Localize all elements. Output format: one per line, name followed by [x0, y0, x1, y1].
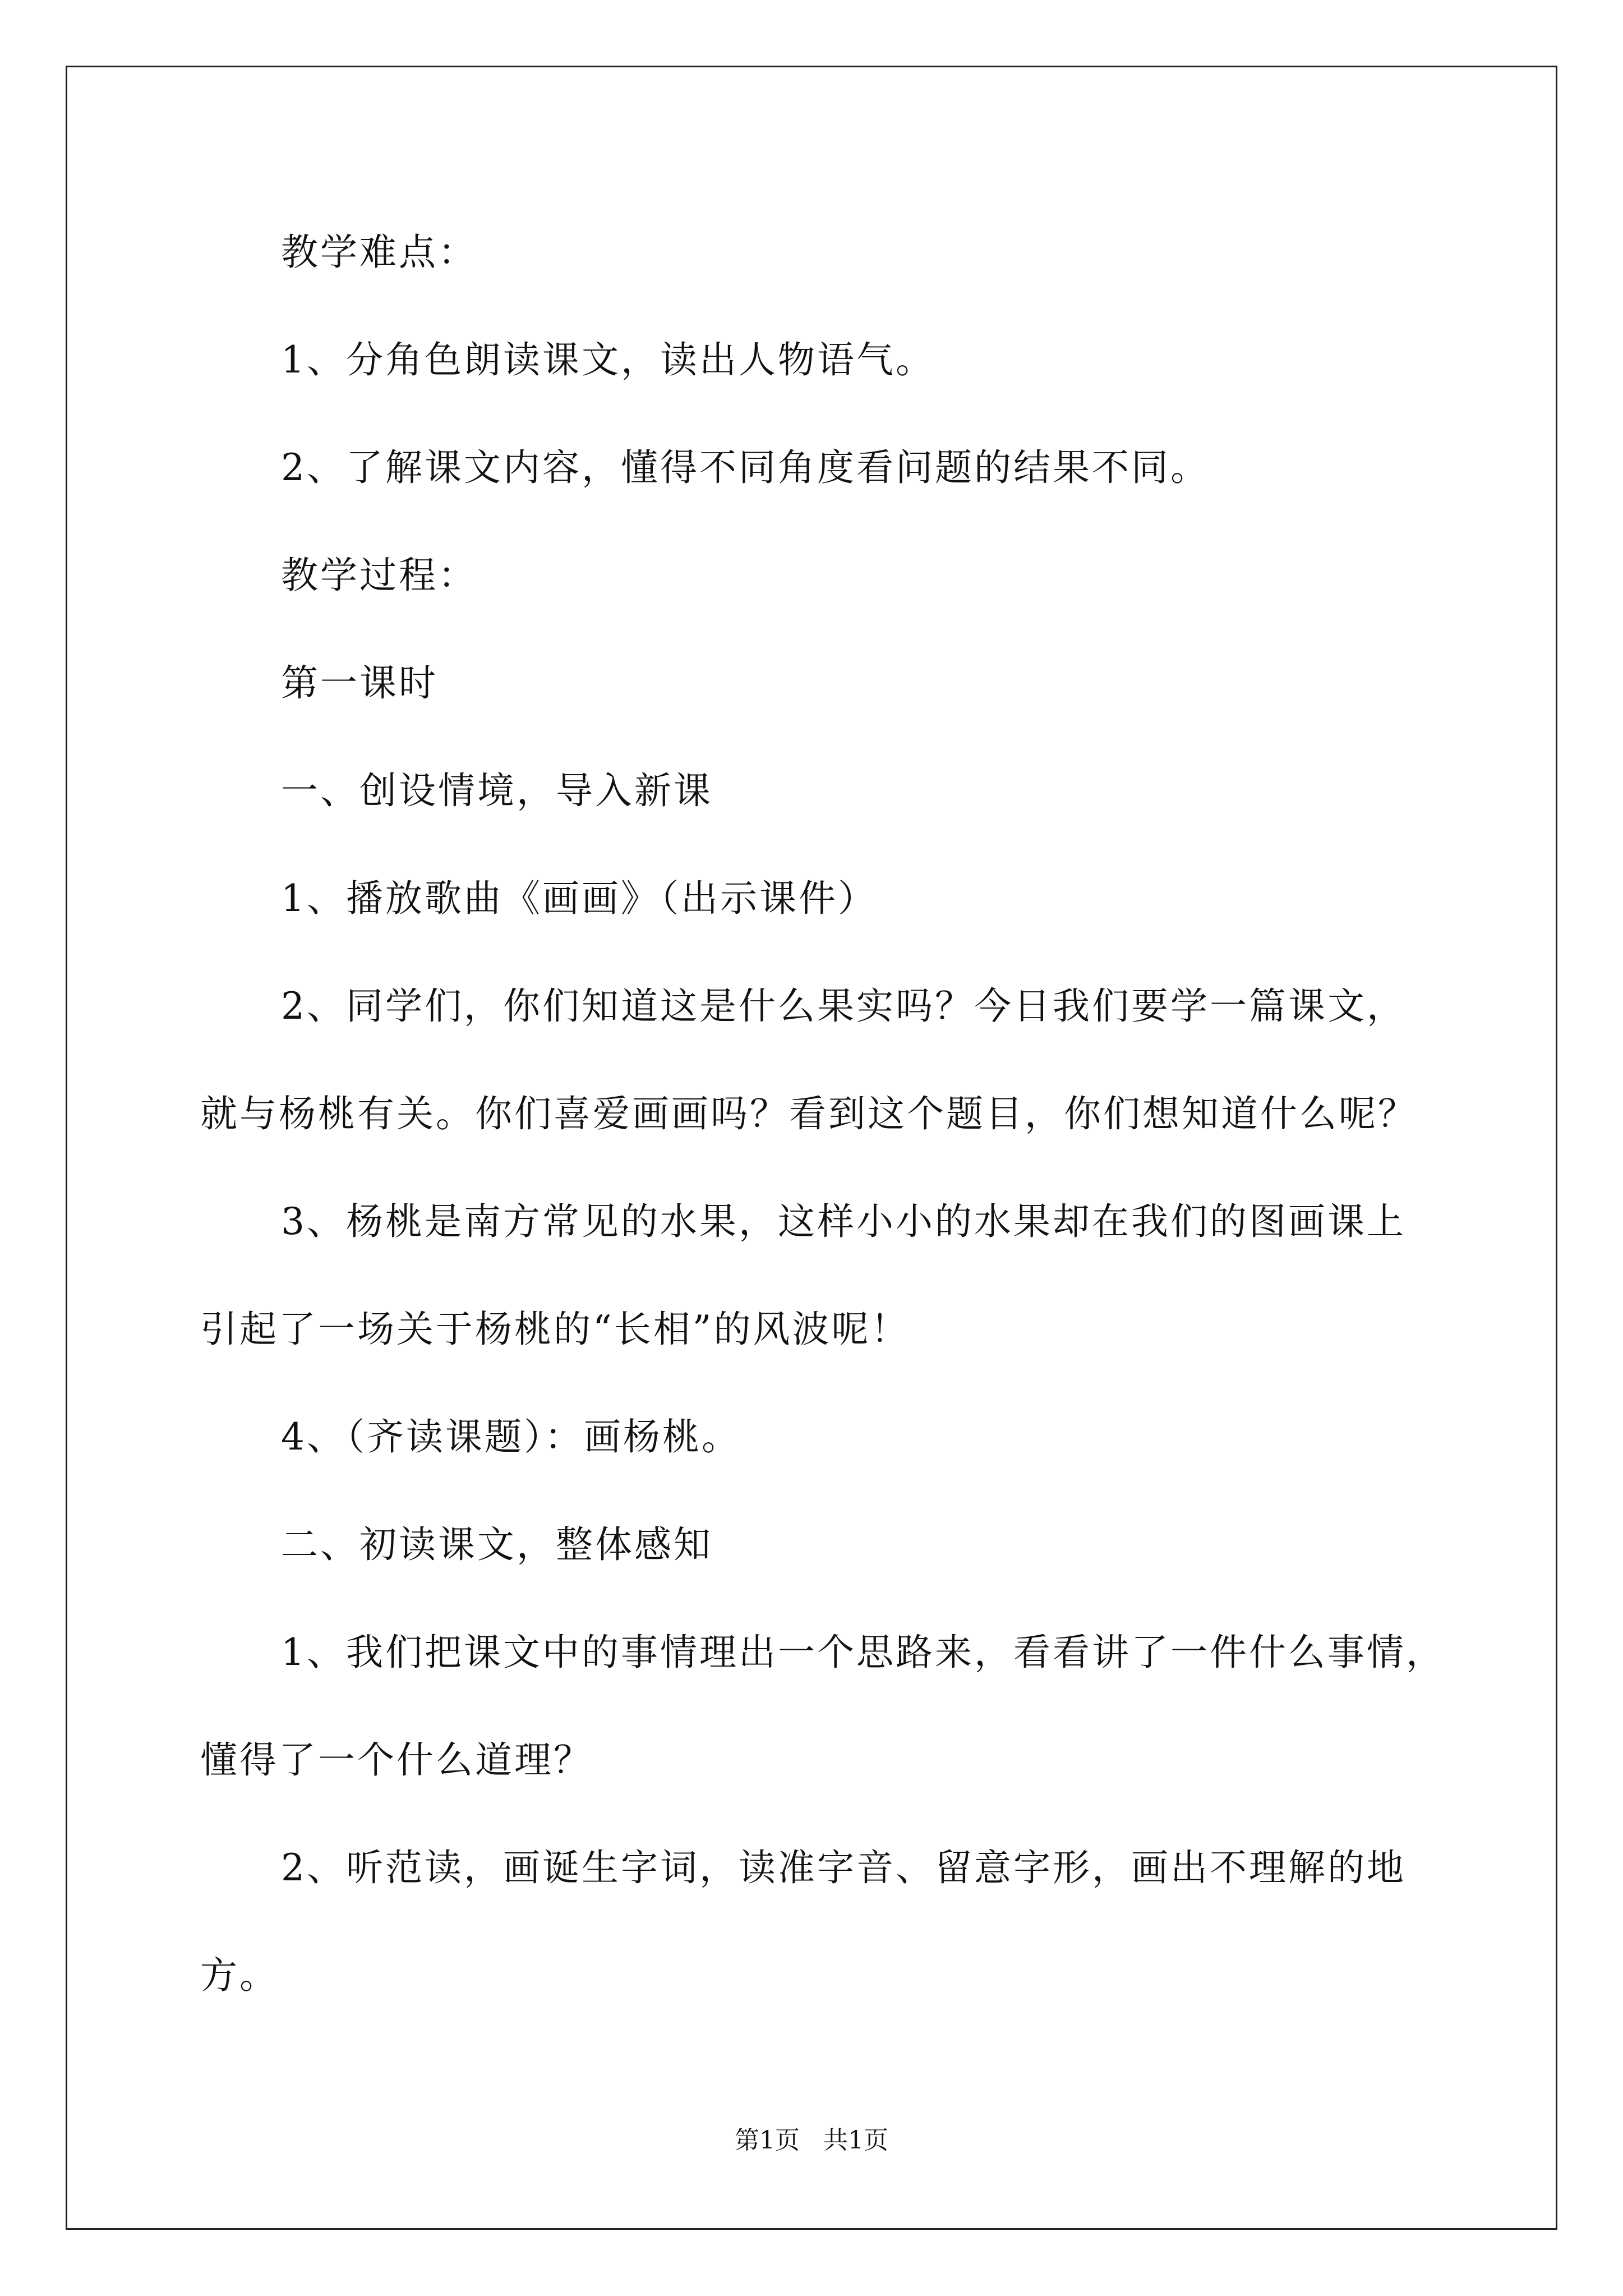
paragraph-line: 就与杨桃有关。你们喜爱画画吗？看到这个题目，你们想知道什么呢？ [200, 1092, 1417, 1135]
paragraph-line: 3、杨桃是南方常见的水果，这样小小的水果却在我们的图画课上 [281, 1200, 1406, 1243]
heading-first-lesson: 第一课时 [281, 661, 438, 705]
page-number-footer: 第1页 共1页 [735, 2126, 888, 2155]
paragraph-line: 1、播放歌曲《画画》（出示课件） [281, 877, 877, 920]
section-heading: 二、初读课文，整体感知 [281, 1523, 713, 1566]
paragraph-line: 方。 [200, 1954, 279, 1997]
paragraph-line: 2、了解课文内容，懂得不同角度看问题的结果不同。 [281, 446, 1210, 489]
heading-teaching-process: 教学过程： [281, 554, 477, 597]
paragraph-line: 2、听范读，画诞生字词，读准字音、留意字形，画出不理解的地 [281, 1846, 1406, 1889]
heading-teaching-difficulties: 教学难点： [281, 231, 477, 274]
paragraph-line: 1、我们把课文中的事情理出一个思路来，看看讲了一件什么事情， [281, 1631, 1445, 1674]
page-border [66, 66, 1557, 2230]
paragraph-line: 2、同学们，你们知道这是什么果实吗？今日我们要学一篇课文， [281, 984, 1406, 1028]
paragraph-line: 1、分角色朗读课文，读出人物语气。 [281, 338, 935, 381]
paragraph-line: 引起了一场关于杨桃的“长相”的风波呢！ [200, 1308, 910, 1351]
paragraph-line: 懂得了一个什么道理？ [200, 1738, 593, 1782]
paragraph-line: 4、（齐读课题）：画杨桃。 [281, 1415, 741, 1458]
section-heading: 一、创设情境，导入新课 [281, 769, 713, 812]
